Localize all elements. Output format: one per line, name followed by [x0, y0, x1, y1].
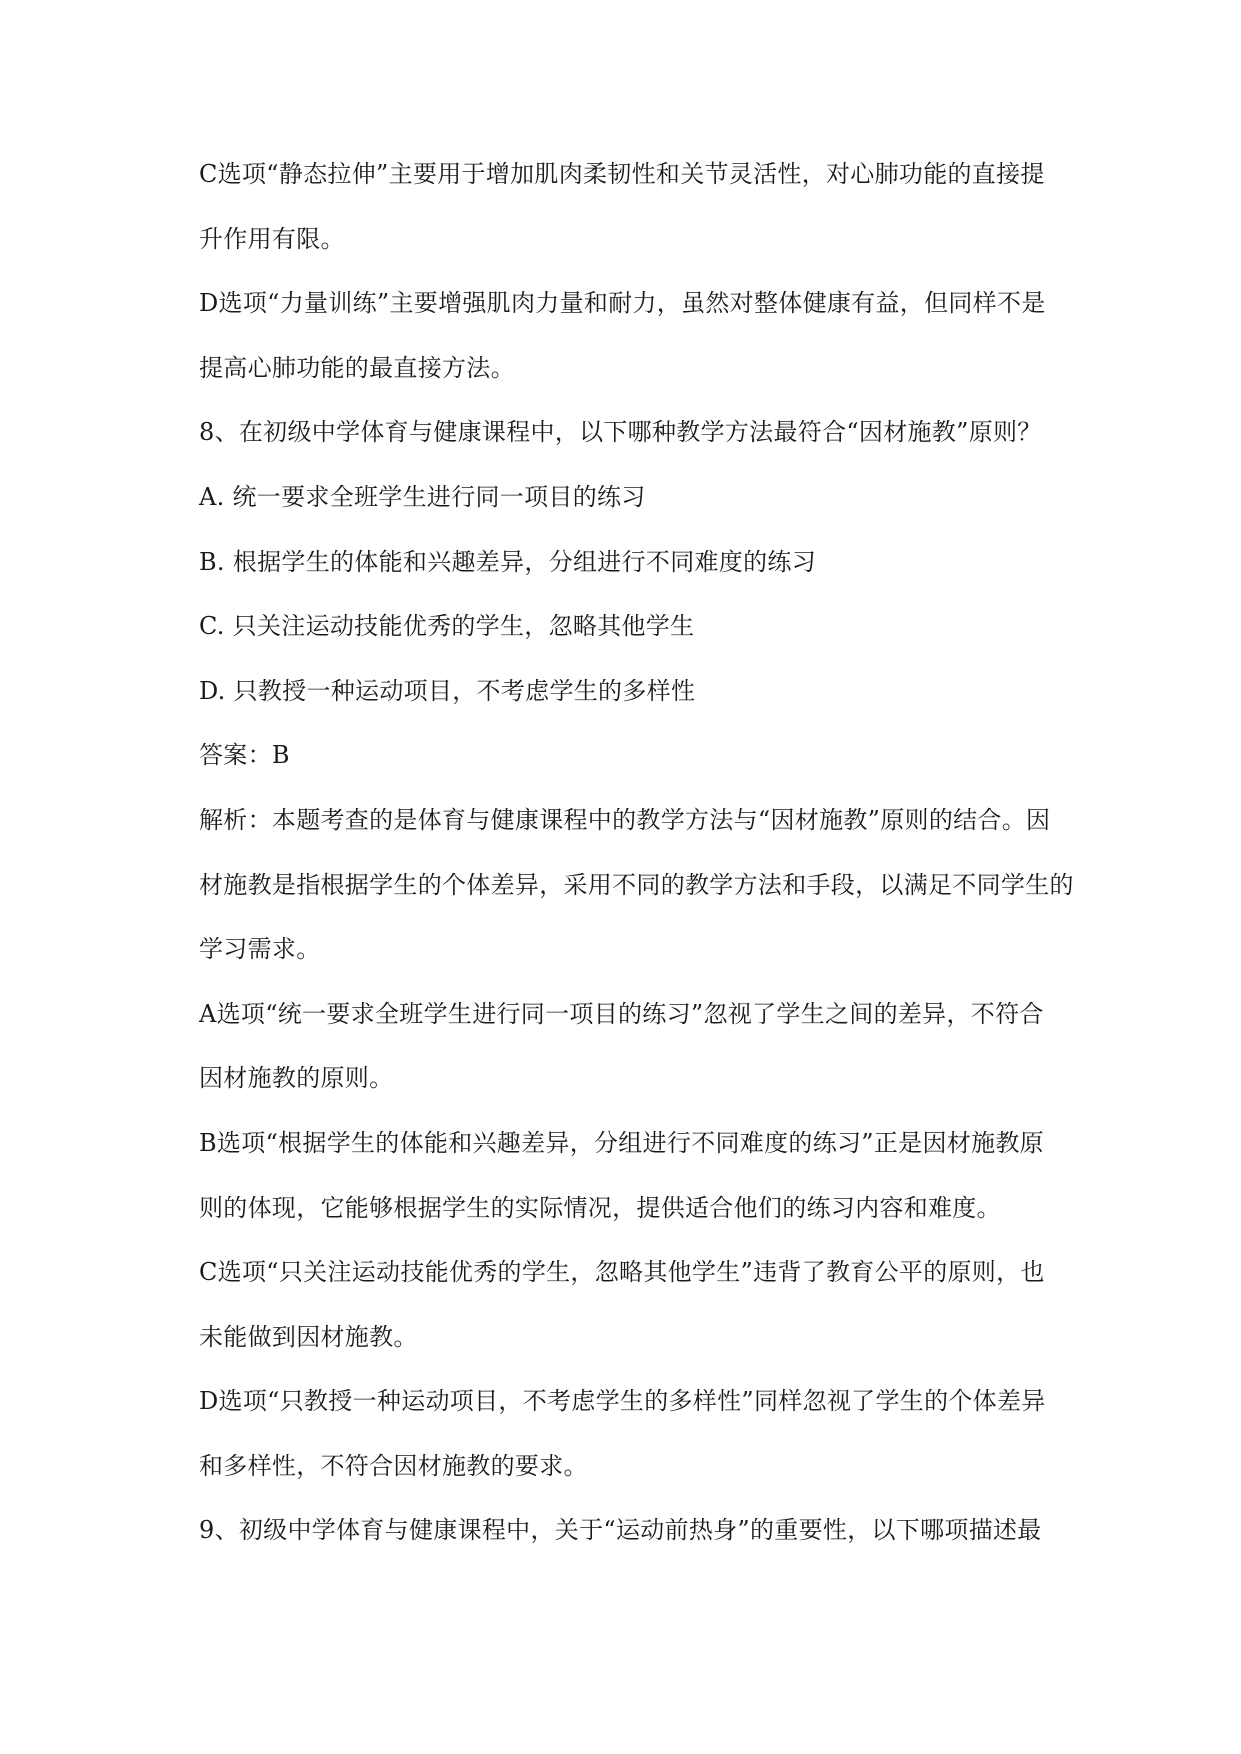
- text-line: 则的体现，它能够根据学生的实际情况，提供适合他们的练习内容和难度。: [199, 1193, 1001, 1222]
- text-line: C选项“只关注运动技能优秀的学生，忽略其他学生”违背了教育公平的原则，也: [199, 1258, 1045, 1287]
- explanation-line: 材施教是指根据学生的个体差异，采用不同的教学方法和手段，以满足不同学生的: [199, 870, 1074, 899]
- answer: 答案：B: [199, 741, 290, 770]
- explanation-line: 解析：本题考查的是体育与健康课程中的教学方法与“因材施教”原则的结合。因: [199, 805, 1051, 834]
- question-9-stem: 9、初级中学体育与健康课程中，关于“运动前热身”的重要性，以下哪项描述最: [199, 1516, 1042, 1545]
- text-line: 未能做到因材施教。: [199, 1322, 418, 1351]
- text-line: B选项“根据学生的体能和兴趣差异，分组进行不同难度的练习”正是因材施教原: [199, 1128, 1044, 1157]
- document-body: [199, 142, 1079, 1563]
- option-a: A. 统一要求全班学生进行同一项目的练习: [199, 482, 646, 511]
- explanation-line: 学习需求。: [199, 935, 321, 964]
- text-line: 因材施教的原则。: [199, 1064, 394, 1093]
- text-line: C选项“静态拉伸”主要用于增加肌肉柔韧性和关节灵活性，对心肺功能的直接提: [199, 160, 1045, 188]
- option-c: C. 只关注运动技能优秀的学生，忽略其他学生: [199, 612, 695, 641]
- option-d: D. 只教授一种运动项目，不考虑学生的多样性: [199, 676, 696, 705]
- text-line: D选项“只教授一种运动项目，不考虑学生的多样性”同样忽视了学生的个体差异: [199, 1387, 1046, 1416]
- question-8-stem: 8、在初级中学体育与健康课程中，以下哪种教学方法最符合“因材施教”原则？: [199, 418, 1042, 447]
- text-line: 升作用有限。: [199, 224, 345, 253]
- text-line: 提高心肺功能的最直接方法。: [199, 353, 515, 382]
- option-b: B. 根据学生的体能和兴趣差异，分组进行不同难度的练习: [199, 547, 816, 576]
- text-line: D选项“力量训练”主要增强肌肉力量和耐力，虽然对整体健康有益，但同样不是: [199, 289, 1046, 318]
- text-line: A选项“统一要求全班学生进行同一项目的练习”忽视了学生之间的差异，不符合: [199, 999, 1044, 1028]
- text-line: 和多样性，不符合因材施教的要求。: [199, 1451, 588, 1480]
